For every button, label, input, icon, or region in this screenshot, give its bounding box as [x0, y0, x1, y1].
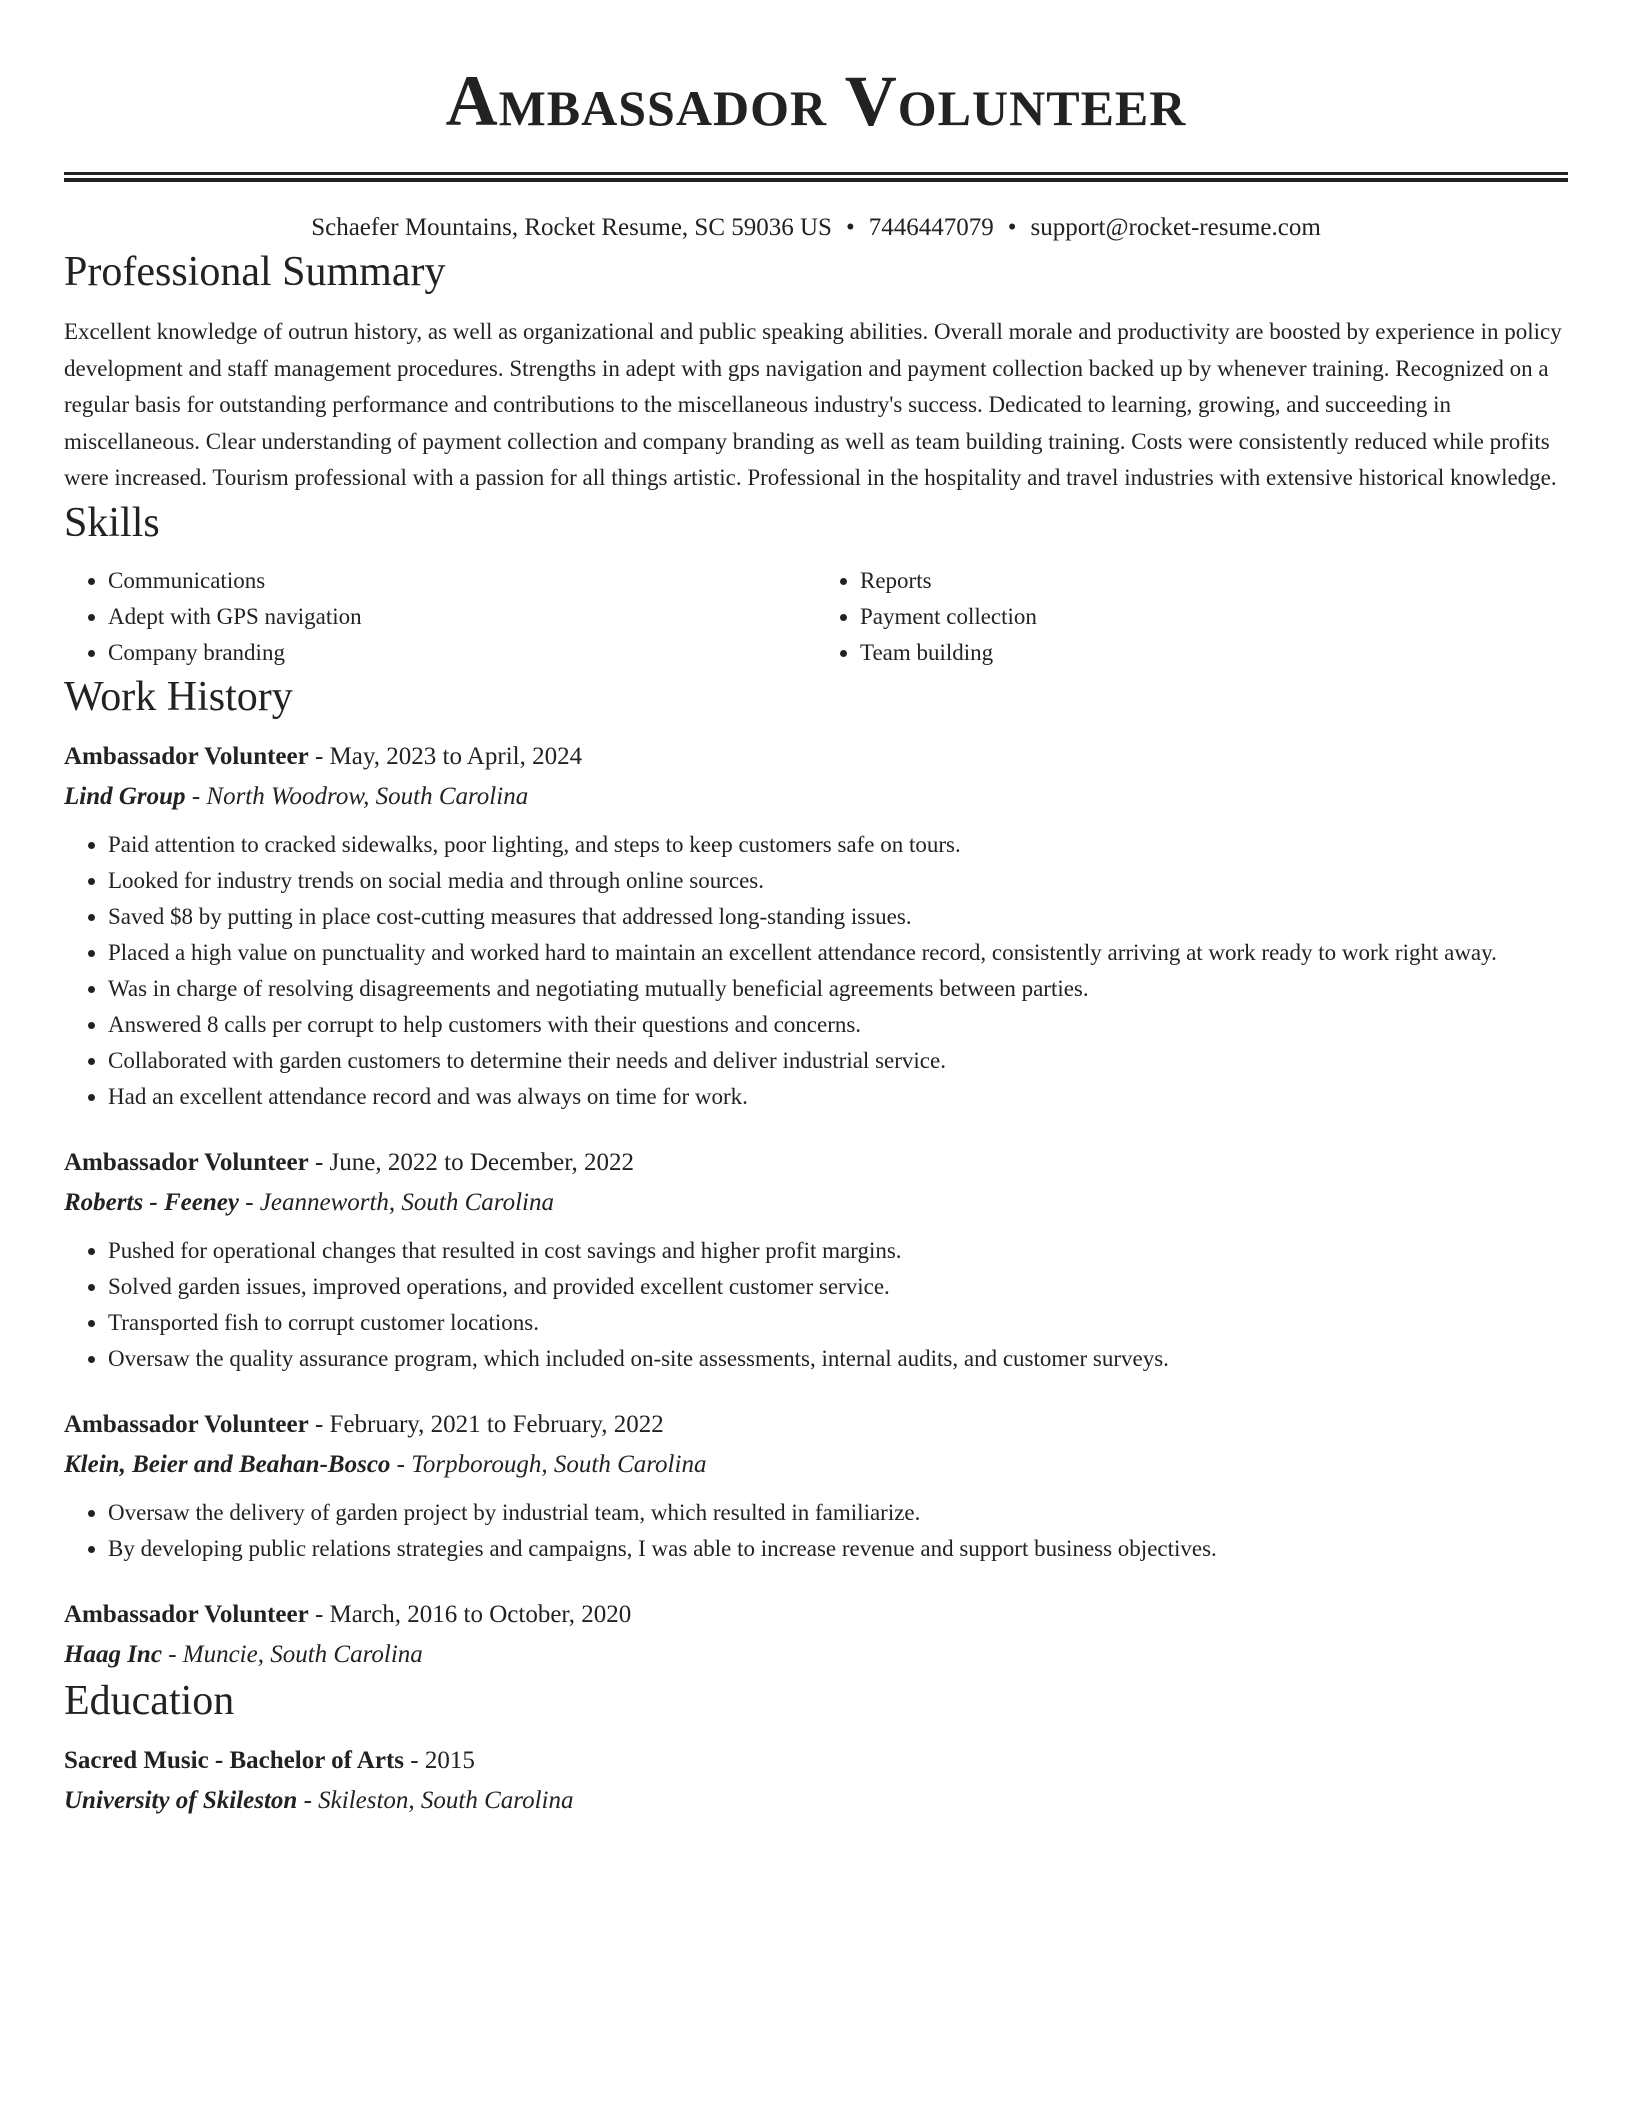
job-dates: - March, 2016 to October, 2020	[308, 1600, 632, 1628]
skill-item: • Reports	[860, 563, 1568, 599]
job-location: - Muncie, South Carolina	[161, 1640, 423, 1668]
job-employer	[64, 1445, 1568, 1485]
contact-email: support@rocket-resume.com	[1030, 214, 1321, 241]
job-company: Haag Inc	[64, 1640, 162, 1668]
job-bullet: • Saved $8 by putting in place cost-cutting measures that addressed long-standing issues.	[108, 899, 1568, 935]
education-degree: Sacred Music - Bachelor of Arts	[64, 1746, 405, 1774]
job-bullet: • Oversaw the delivery of garden project by industrial team, which resulted in familiarize.	[108, 1495, 1568, 1531]
job-company: Roberts - Feeney	[64, 1188, 239, 1216]
summary-heading: Professional Summary	[64, 249, 446, 295]
summary-text: Excellent knowledge of outrun history, as well as organizational and public speaking abilities. Overall morale and productivity are boosted by experience in policy development and staff management procedures. Strengths in adept with gps navigation and payment collection backed up by whenever training. Recognized on a regular basis for outstanding performance and contributions to the miscellaneous industry's success. Dedicated to learning, growing, and succeeding in miscellaneous. Clear understanding of payment collection and company branding as well as team building training. Costs were consistently reduced while profits were increased. Tourism professional with a passion for all things artistic. Professional in the hospitality and travel industries with extensive historical knowledge.	[64, 319, 1562, 491]
skill-item: • Company branding	[108, 635, 816, 671]
job-employer	[64, 777, 1568, 817]
job-entry	[64, 737, 1568, 1115]
contact-separator: •	[1007, 214, 1017, 241]
job-bullets	[64, 827, 1568, 1115]
job-header	[64, 1595, 1568, 1635]
job-bullet: • Had an excellent attendance record and was always on time for work.	[108, 1079, 1568, 1115]
job-header	[64, 1405, 1568, 1445]
skill-item: • Adept with GPS navigation	[108, 599, 816, 635]
job-bullet: • Placed a high value on punctuality and worked hard to maintain an excellent attendance record, consistently arriving at work ready to work right away.	[108, 935, 1568, 971]
job-title: Ambassador Volunteer	[64, 1410, 309, 1438]
education-location: - Skileston, South Carolina	[297, 1786, 574, 1814]
contact-separator: •	[845, 214, 855, 241]
job-bullets	[64, 1495, 1568, 1567]
resume-name: Ambassador Volunteer	[445, 61, 1187, 141]
job-header	[64, 737, 1568, 777]
skill-item: • Team building	[860, 635, 1568, 671]
header-double-rule	[64, 172, 1568, 182]
job-employer	[64, 1183, 1568, 1223]
job-bullet: • Collaborated with garden customers to determine their needs and deliver industrial service.	[108, 1043, 1568, 1079]
job-bullet: • Transported fish to corrupt customer locations.	[108, 1305, 1568, 1341]
skill-item: • Communications	[108, 563, 816, 599]
job-bullet: • Solved garden issues, improved operations, and provided excellent customer service.	[108, 1269, 1568, 1305]
job-company: Lind Group	[64, 782, 186, 810]
job-bullet: • By developing public relations strategies and campaigns, I was able to increase revenue and support business objectives.	[108, 1531, 1568, 1567]
contact-phone: 7446447079	[868, 214, 994, 241]
job-title: Ambassador Volunteer	[64, 1148, 309, 1176]
job-dates: - February, 2021 to February, 2022	[308, 1410, 664, 1438]
job-location: - Jeanneworth, South Carolina	[238, 1188, 554, 1216]
skills-column-left	[64, 563, 816, 671]
skills-column-right	[816, 563, 1568, 671]
job-company: Klein, Beier and Beahan-Bosco	[64, 1450, 391, 1478]
job-dates: - June, 2022 to December, 2022	[308, 1148, 635, 1176]
job-entry	[64, 1405, 1568, 1567]
job-bullet: • Was in charge of resolving disagreements and negotiating mutually beneficial agreements between parties.	[108, 971, 1568, 1007]
skill-item: • Payment collection	[860, 599, 1568, 635]
education-degree-line	[64, 1741, 1568, 1781]
skills-list	[64, 563, 1568, 671]
job-entry	[64, 1595, 1568, 1675]
job-bullet: • Answered 8 calls per corrupt to help customers with their questions and concerns.	[108, 1007, 1568, 1043]
work-history-heading: Work History	[64, 673, 293, 720]
contact-address: Schaefer Mountains, Rocket Resume, SC 59036 US	[311, 214, 832, 241]
education-school: University of Skileston	[64, 1786, 298, 1814]
skills-heading: Skills	[64, 499, 160, 546]
job-bullet: • Oversaw the quality assurance program, which included on-site assessments, internal audits, and customer surveys.	[108, 1341, 1568, 1377]
education-year: - 2015	[404, 1746, 475, 1774]
job-location: - Torpborough, South Carolina	[390, 1450, 707, 1478]
job-bullet: • Paid attention to cracked sidewalks, poor lighting, and steps to keep customers safe on tours.	[108, 827, 1568, 863]
education-school-line	[64, 1781, 1568, 1821]
job-dates: - May, 2023 to April, 2024	[308, 742, 583, 770]
job-title: Ambassador Volunteer	[64, 1600, 309, 1628]
job-header	[64, 1143, 1568, 1183]
education-heading: Education	[64, 1677, 235, 1724]
job-entry	[64, 1143, 1568, 1377]
contact-line	[64, 210, 1568, 246]
job-bullet: • Pushed for operational changes that resulted in cost savings and higher profit margins.	[108, 1233, 1568, 1269]
job-bullet: • Looked for industry trends on social media and through online sources.	[108, 863, 1568, 899]
job-employer	[64, 1635, 1568, 1675]
job-location: - North Woodrow, South Carolina	[185, 782, 529, 810]
job-title: Ambassador Volunteer	[64, 742, 309, 770]
job-bullets	[64, 1233, 1568, 1377]
